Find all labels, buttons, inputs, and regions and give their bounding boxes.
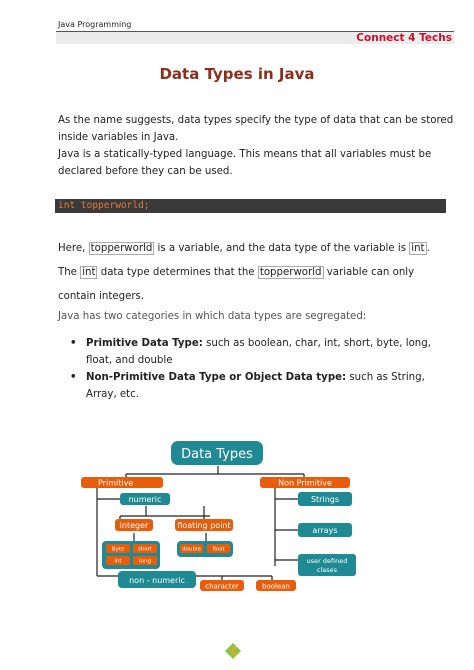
categories-list <box>58 335 438 403</box>
list-item <box>58 335 438 369</box>
explain-line-3: contain integers. <box>58 291 145 302</box>
node-byte-label: Byte <box>111 546 125 553</box>
intro-paragraph <box>58 112 458 180</box>
list-item <box>58 369 438 403</box>
node-long-label: long <box>139 558 151 565</box>
code-term-type: int <box>82 267 96 278</box>
explain-line-1 <box>58 237 458 261</box>
brand-name: Connect 4 Techs <box>356 32 452 44</box>
node-user-defined-label-2: clases <box>316 566 338 574</box>
intro-line-2: inside variables in Java. <box>58 132 179 143</box>
node-numeric-label: numeric <box>128 495 162 504</box>
page-title: Data Types in Java <box>159 65 315 83</box>
node-data-types-label: Data Types <box>181 447 253 462</box>
node-short-label: short <box>137 546 153 553</box>
text: . <box>426 243 430 254</box>
node-floating-point-label: floating point <box>177 521 231 530</box>
categories-intro: Java has two categories in which data types are segregated: <box>58 311 367 322</box>
text: is a variable, and the data type of the variable is <box>154 243 410 254</box>
intro-line-3: Java is a statically-typed language. This means that all variables must be <box>58 149 432 160</box>
text: The <box>58 267 81 278</box>
category-desc: such as String, Array, etc. <box>86 372 425 400</box>
bullet: • <box>70 372 77 383</box>
node-user-defined-label-1: user defined <box>306 557 348 565</box>
text: data type determines that the <box>97 267 258 278</box>
category-desc: such as boolean, char, int, short, byte, long, float, and double <box>86 338 431 366</box>
text: variable can only <box>323 267 415 278</box>
text: Here, <box>58 243 89 254</box>
code-term-variable: topperworld <box>90 243 153 254</box>
explain-line-2 <box>58 261 458 285</box>
node-float-label: float <box>212 546 225 553</box>
data-types-diagram <box>0 430 474 600</box>
intro-line-4: declared before they can be used. <box>58 166 233 177</box>
code-block <box>55 199 446 213</box>
logo-icon <box>222 640 244 662</box>
explain-paragraph <box>58 237 458 309</box>
code-line: int topperworld; <box>58 200 150 211</box>
node-character-label: character <box>205 582 239 591</box>
node-double-label: double <box>182 546 201 553</box>
code-term-variable: topperworld <box>259 267 322 278</box>
node-int-label: int <box>114 558 122 565</box>
node-non-primitive-label: Non Primitive <box>278 478 332 488</box>
intro-line-1: As the name suggests, data types specify the type of data that can be stored <box>58 115 454 126</box>
category-name: Primitive Data Type: <box>86 338 203 349</box>
bullet: • <box>70 338 77 349</box>
code-term-type: int <box>411 243 425 254</box>
header-title: Java Programming <box>58 20 132 29</box>
node-boolean-label: boolean <box>262 582 290 591</box>
category-name: Non-Primitive Data Type or Object Data type: <box>86 372 347 383</box>
node-arrays-label: arrays <box>312 526 338 535</box>
node-strings-label: Strings <box>310 495 340 504</box>
node-non-numeric-label: non - numeric <box>129 576 185 585</box>
node-primitive-label: Primitive <box>98 478 134 488</box>
node-integer-label: integer <box>119 521 149 530</box>
